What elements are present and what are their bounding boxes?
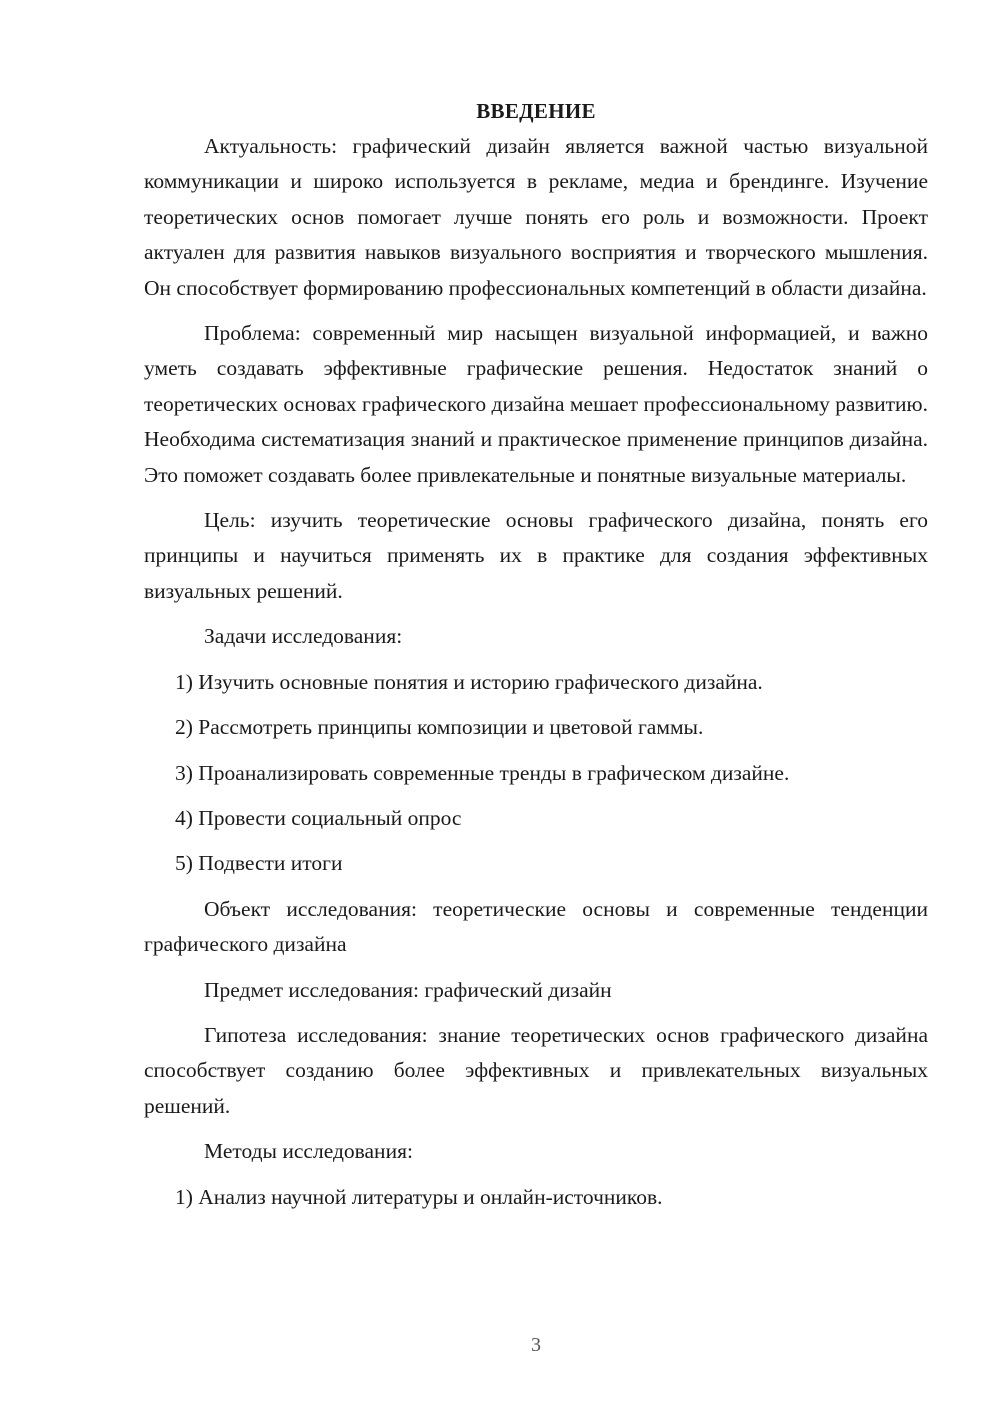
list-item: 2) Рассмотреть принципы композиции и цветовой гаммы. xyxy=(175,715,704,740)
tasks-heading: Задачи исследования: xyxy=(204,624,403,649)
list-item: 5) Подвести итоги xyxy=(175,851,343,876)
list-item: 4) Провести социальный опрос xyxy=(175,805,462,830)
goal-paragraph: Цель: изучить теоретические основы графического дизайна, понять его принципы и научиться применять их в практике для создания эффективных визуальных решений. xyxy=(144,508,928,603)
page-number: 3 xyxy=(531,1334,541,1356)
document-page xyxy=(144,96,928,1225)
methods-list xyxy=(144,1180,928,1215)
list-item: 1) Анализ научной литературы и онлайн-источников. xyxy=(175,1184,663,1209)
object-paragraph: Объект исследования: теоретические основы и современные тенденции графического дизайна xyxy=(144,896,928,957)
list-item: 1) Изучить основные понятия и историю графического дизайна. xyxy=(175,669,763,694)
subject-paragraph: Предмет исследования: графический дизайн xyxy=(204,977,612,1002)
tasks-list xyxy=(144,665,928,882)
methods-heading: Методы исследования: xyxy=(204,1139,413,1164)
hypothesis-paragraph: Гипотеза исследования: знание теоретических основ графического дизайна способствует созданию более эффективных и привлекательных визуальных решений. xyxy=(144,1022,928,1118)
problem-paragraph: Проблема: современный мир насыщен визуальной информацией, и важно уметь создавать эффективные графические решения. Недостаток знаний о теоретических основах графического дизайна мешает профессиональному развитию. Необходима систематизация знаний и практическое применение принципов дизайна. Это поможет создавать более привлекательные и понятные визуальные материалы. xyxy=(144,321,928,487)
page-title: ВВЕДЕНИЕ xyxy=(476,99,596,123)
list-item: 3) Проанализировать современные тренды в графическом дизайне. xyxy=(175,760,790,785)
relevance-paragraph: Актуальность: графический дизайн является важной частью визуальной коммуникации и широко используется в рекламе, медиа и брендинге. Изучение теоретических основ помогает лучше понять его роль и возможности. Проект актуален для развития навыков визуального восприятия и творческого мышления. Он способствует формированию профессиональных компетенций в области дизайна. xyxy=(144,134,928,300)
